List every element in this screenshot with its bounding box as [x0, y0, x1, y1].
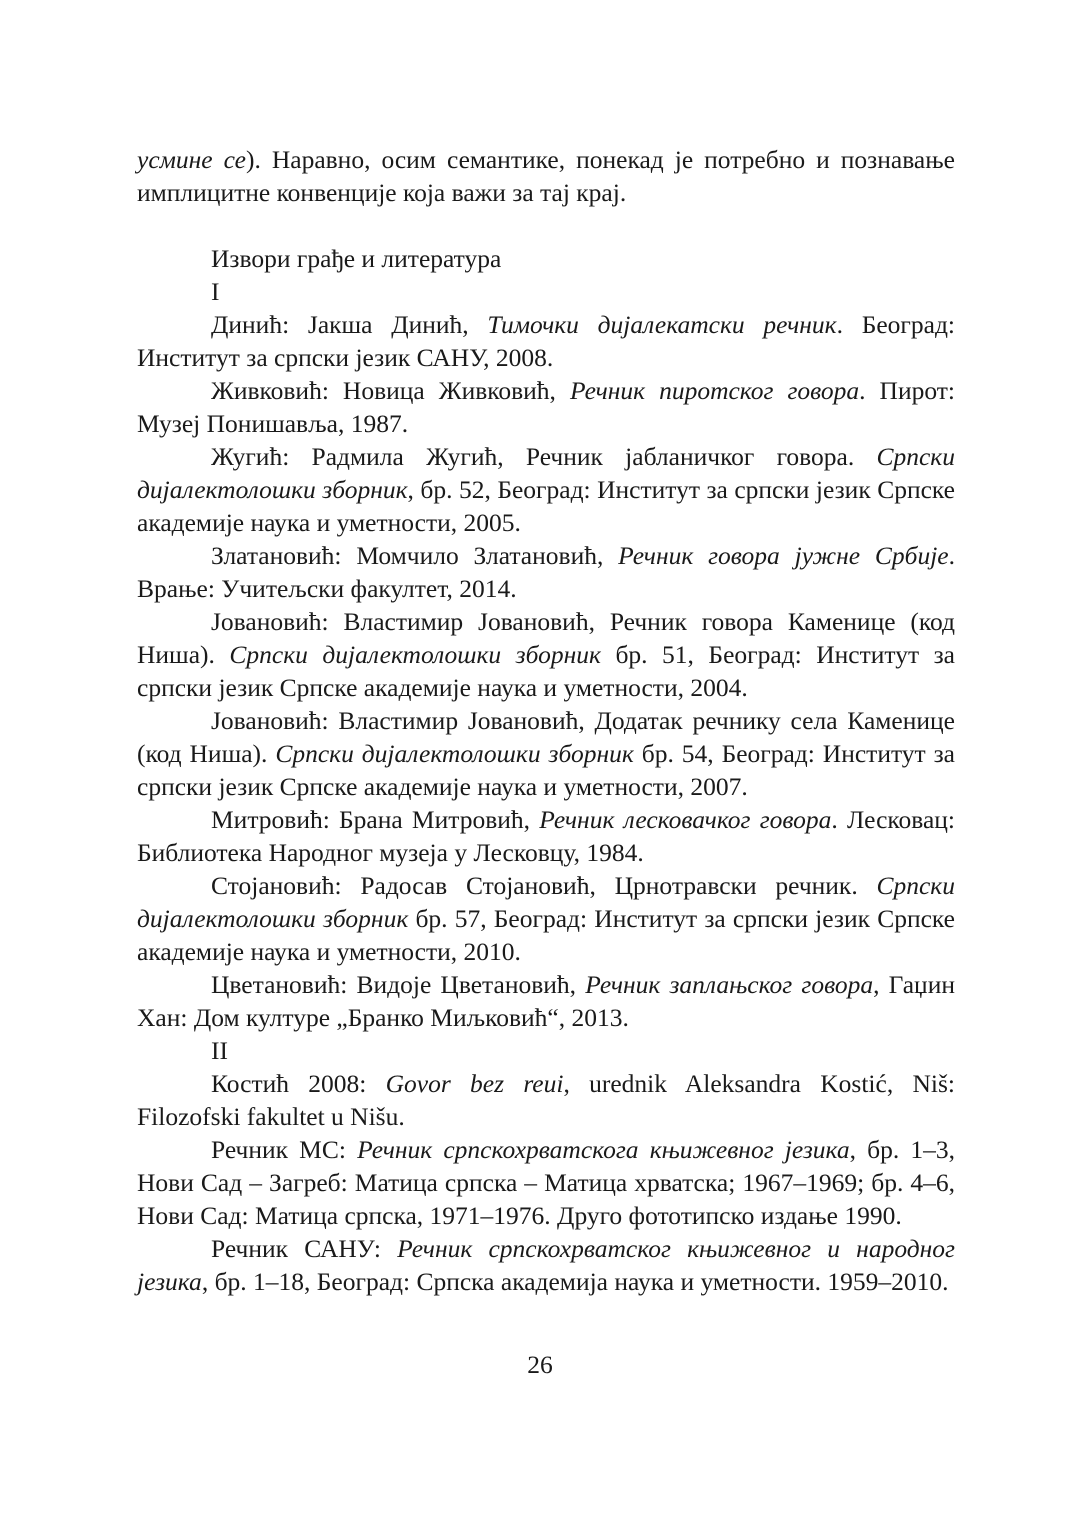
reference-entry: Митровић: Брана Митровић, Речник лесковачког говора. Лесковац: Библиотека Народног музеја у Лесковцу, 1984. — [137, 805, 955, 867]
reference-entry: Јовановић: Властимир Јовановић, Речник говора Каменице (код Ниша). Српски дијалектолошки зборник бр. 51, Београд: Институт за српски језик Српске академије наука и уметности, 2004. — [137, 607, 955, 702]
section-heading: Извори грађе и литература — [211, 244, 502, 273]
reference-entry: Јовановић: Властимир Јовановић, Додатак речнику села Каменице (код Ниша). Српски дијалектолошки зборник бр. 54, Београд: Институт за српски језик Српске академије наука и уметности, 2007. — [137, 706, 955, 801]
reference-entry: Златановић: Момчило Златановић, Речник говора јужне Србије. Врање: Учитељски факултет, 2014. — [137, 541, 955, 603]
reference-entry: Костић 2008: Govor bez reui, urednik Aleksandra Kostić, Niš: Filozofski fakultet u Nišu. — [137, 1069, 955, 1131]
intro-italic: усмине се — [137, 145, 246, 174]
section-number-2: II — [211, 1036, 228, 1065]
reference-entry: Живковић: Новица Живковић, Речник пиротског говора. Пирот: Музеј Понишавља, 1987. — [137, 376, 955, 438]
reference-entry: Речник МС: Речник српскохрватскога књижевног језика, бр. 1–3, Нови Сад – Загреб: Матица српска – Матица хрватска; 1967–1969; бр. 4–6, Нови Сад: Матица српска, 1971–1976. Друго фототипско издање 1990. — [137, 1135, 955, 1230]
intro-text: ). Наравно, осим семантике, понекад је потребно и познавање имплицитне конвенције која важи за тај крај. — [137, 145, 956, 207]
reference-entry: Динић: Јакша Динић, Тимочки дијалекатски речник. Београд: Институт за српски језик САНУ, 2008. — [137, 310, 956, 372]
reference-entry: Цветановић: Видоје Цветановић, Речник заплањског говора, Гаџин Хан: Дом културе „Бранко Миљковић“, 2013. — [137, 970, 955, 1032]
spacer — [137, 209, 955, 242]
reference-entry: Речник САНУ: Речник српскохрватског књижевног и народног језика, бр. 1–18, Београд: Српска академија наука и уметности. 1959–2010. — [137, 1234, 955, 1296]
intro-paragraph — [137, 143, 955, 209]
section-number-1: I — [211, 277, 220, 306]
reference-entry: Жугић: Радмила Жугић, Речник јабланичког говора. Српски дијалектолошки зборник, бр. 52, Београд: Институт за српски језик Српске академије наука и уметности, 2005. — [137, 442, 955, 537]
page-number: 26 — [527, 1350, 553, 1379]
page-body — [137, 143, 955, 1298]
reference-entry: Стојановић: Радосав Стојановић, Црнотравски речник. Српски дијалектолошки зборник бр. 57, Београд: Институт за српски језик Српске академије наука и уметности, 2010. — [137, 871, 955, 966]
